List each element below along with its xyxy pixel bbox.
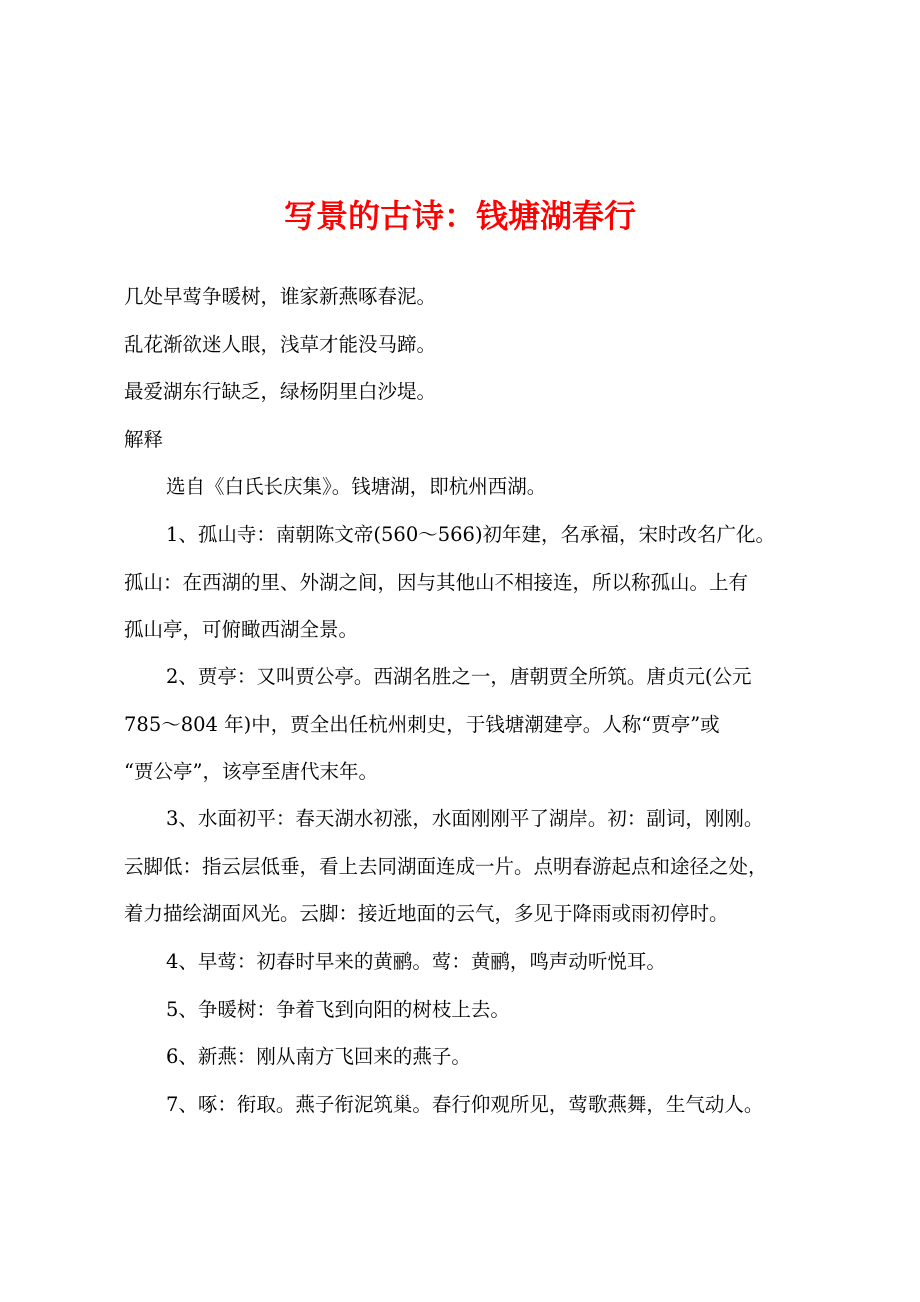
poem-line-2: 乱花渐欲迷人眼，浅草才能没马蹄。 [124, 333, 437, 356]
poem-line-1: 几处早莺争暖树，谁家新燕啄春泥。 [124, 285, 437, 308]
paragraph-source [124, 463, 824, 511]
poem-line-3: 最爱湖东行缺乏，绿杨阴里白沙堤。 [124, 380, 437, 403]
paragraph-note-6 [124, 1033, 824, 1081]
paragraph-note-4 [124, 938, 824, 986]
paragraph-note-1 [124, 511, 824, 654]
paragraph-line: 云脚低：指云层低垂，看上去同湖面连成一片。点明春游起点和途径之处， [124, 854, 768, 878]
section-heading: 解释 [124, 428, 164, 451]
paragraph-line: 7、啄：衔取。燕子衔泥筑巢。春行仰观所见，莺歌燕舞，生气动人。 [166, 1093, 764, 1116]
paragraph-line: 2、贾亭：又叫贾公亭。西湖名胜之一，唐朝贾全所筑。唐贞元(公元 [166, 665, 752, 688]
paragraph-line: 着力描绘湖面风光。云脚：接近地面的云气，多见于降雨或雨初停时。 [124, 902, 729, 925]
paragraph-line: 785～804 年)中，贾全出任杭州刺史，于钱塘潮建亭。人称“贾亭”或 [124, 712, 720, 736]
paragraph-note-2 [124, 653, 824, 796]
paragraph-note-3 [124, 795, 824, 938]
paragraph-line: “贾公亭”，该亭至唐代末年。 [124, 760, 378, 783]
paragraph-line: 4、早莺：初春时早来的黄鹂。莺：黄鹂，鸣声动听悦耳。 [166, 950, 666, 973]
paragraph-line: 6、新燕：刚从南方飞回来的燕子。 [166, 1045, 471, 1068]
paragraph-line: 孤山亭，可俯瞰西湖全景。 [124, 618, 359, 641]
paragraph-line: 1、孤山寺：南朝陈文帝(560～566)初年建，名承福，宋时改名广化。 [166, 523, 776, 546]
paragraph-line: 孤山：在西湖的里、外湖之间，因与其他山不相接连，所以称孤山。上有 [124, 570, 749, 594]
document-title: 写景的古诗：钱塘湖春行 [283, 197, 636, 235]
paragraph-line: 5、争暖树：争着飞到向阳的树枝上去。 [166, 998, 510, 1021]
paragraph-line: 3、水面初平：春天湖水初涨，水面刚刚平了湖岸。初：副词，刚刚。 [166, 807, 764, 830]
paragraph-note-5 [124, 986, 824, 1034]
paragraph-note-7 [124, 1081, 824, 1129]
paragraph-line: 选自《白氏长庆集》。钱塘湖，即杭州西湖。 [166, 475, 547, 498]
